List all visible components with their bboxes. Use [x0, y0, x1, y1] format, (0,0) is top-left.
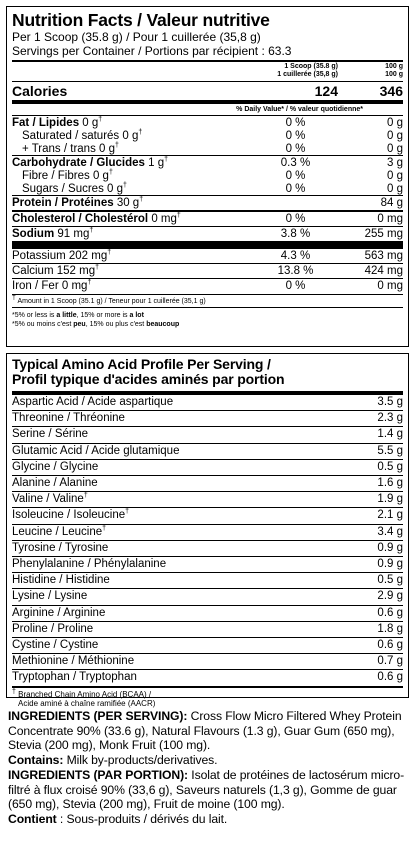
- column-header: [12, 62, 403, 79]
- amino-name: Methionine / Méthionine: [12, 655, 135, 668]
- nutrient-daily-value: 0 %: [285, 142, 306, 155]
- amino-row: [12, 557, 403, 572]
- column-100g-fr: 100 g: [385, 71, 403, 78]
- amino-value: 0.6 g: [377, 671, 403, 684]
- amino-value: 1.6 g: [377, 477, 403, 490]
- nutrient-label: Cholesterol / Cholestérol 0 mg†: [12, 212, 181, 225]
- amino-value: 5.5 g: [377, 444, 403, 457]
- contains-fr-text: : Sous-produits / dérivés du lait.: [56, 811, 228, 826]
- amino-row: [12, 573, 403, 588]
- nutrient-per-100g: 255 mg: [364, 228, 403, 240]
- nutrient-row: [12, 116, 403, 130]
- nutrient-row: [12, 130, 403, 143]
- column-serving-en: 1 Scoop (35.8 g): [284, 63, 338, 70]
- amino-value: 0.9 g: [377, 541, 403, 554]
- amino-row: [12, 395, 403, 410]
- nutrition-facts-panel: [6, 6, 409, 347]
- amino-name: Glycine / Glycine: [12, 460, 99, 473]
- amino-value: 3.4 g: [377, 525, 403, 538]
- amino-name: Phenylalanine / Phénylalanine: [12, 558, 167, 571]
- amino-name: Valine / Valine†: [12, 492, 88, 506]
- amino-value: 1.4 g: [377, 428, 403, 441]
- amino-name: Glutamic Acid / Acide glutamique: [12, 444, 180, 457]
- nutrient-daily-value: 3.8 %: [280, 228, 311, 240]
- calories-row: [12, 82, 403, 100]
- amino-value: 2.9 g: [377, 590, 403, 603]
- footnote-fr: *5% ou moins c'est peu, 15% ou plus c'est beaucoup: [12, 321, 180, 328]
- amino-name: Tyrosine / Tyrosine: [12, 541, 109, 554]
- nutrient-row: [12, 227, 403, 241]
- nutrient-label: Potassium 202 mg†: [12, 249, 112, 262]
- amino-value: 2.1 g: [377, 509, 403, 522]
- servings-per-container: Servings per Container / Portions par récipient : 63.3: [12, 44, 292, 58]
- nutrient-label: Carbohydrate / Glucides 1 g†: [12, 156, 169, 169]
- amino-value: 0.6 g: [377, 606, 403, 619]
- nutrient-daily-value: 4.3 %: [280, 250, 311, 262]
- amino-row: [12, 427, 403, 442]
- nutrient-label: + Trans / trans 0 g†: [22, 141, 119, 155]
- nutrient-daily-value: 0 %: [285, 213, 306, 225]
- nutrient-per-100g: 563 mg: [364, 250, 403, 262]
- nutrient-per-100g: 0 g: [387, 170, 403, 182]
- column-serving-fr: 1 cuillerée (35,8 g): [277, 71, 338, 78]
- contains-en-label: Contains:: [8, 752, 64, 767]
- footnote-amount: † Amount in 1 Scoop (35.1 g) / Teneur pour 1 cuillerée (35,1 g): [12, 294, 206, 305]
- nutrient-row: [12, 143, 403, 156]
- ingredients-fr-label: INGREDIENTS (PAR PORTION):: [8, 768, 188, 782]
- amino-title: Typical Amino Acid Profile Per Serving / Profil typique d'acides aminés par portion: [12, 356, 285, 387]
- nutrient-label: Fibre / Fibres 0 g†: [22, 169, 113, 182]
- nutrient-row: [12, 196, 403, 210]
- amino-row: [12, 638, 403, 653]
- amino-name: Lysine / Lysine: [12, 590, 88, 603]
- contains-fr-label: Contient: [8, 811, 57, 826]
- ingredients-en: [8, 709, 410, 767]
- nutrient-daily-value: 0 %: [285, 182, 306, 195]
- amino-name: Histidine / Histidine: [12, 574, 110, 587]
- nutrient-row: [12, 264, 403, 278]
- amino-value: 1.8 g: [377, 622, 403, 635]
- amino-name: Isoleucine / Isoleucine†: [12, 508, 130, 522]
- amino-row: [12, 411, 403, 426]
- amino-name: Leucine / Leucine†: [12, 524, 107, 538]
- column-100g-en: 100 g: [385, 63, 403, 70]
- nutrient-daily-value: 0 %: [285, 117, 306, 129]
- nutrient-label: Iron / Fer 0 mg†: [12, 279, 92, 292]
- amino-row: [12, 670, 403, 685]
- nutrient-per-100g: 0 g: [387, 130, 403, 142]
- amino-name: Aspartic Acid / Acide aspartique: [12, 396, 174, 408]
- amino-value: 2.3 g: [377, 412, 403, 425]
- amino-value: 0.9 g: [377, 558, 403, 571]
- amino-acid-panel: [6, 353, 409, 708]
- amino-row: [12, 492, 403, 507]
- serving-size: Per 1 Scoop (35.8 g) / Pour 1 cuillerée (35,8 g): [12, 30, 261, 44]
- amino-row: [12, 606, 403, 621]
- nutrient-row: [12, 279, 403, 293]
- amino-value: 1.9 g: [377, 493, 403, 506]
- amino-value: 0.5 g: [377, 460, 403, 473]
- ingredients-fr-text: Isolat de protéines de lactosérum micro-filtré à flux croisé 90% (33,6 g), Saveurs naturels (1,3 g), Gomme de guar (650 mg), Stevia (200 mg), Fruit de moine (100 mg).: [8, 768, 405, 812]
- amino-row: [12, 508, 403, 523]
- nutrient-label: Sodium 91 mg†: [12, 227, 94, 240]
- amino-rows: [12, 395, 403, 686]
- amino-value: 0.6 g: [377, 639, 403, 652]
- amino-row: [12, 525, 403, 540]
- nutrient-label: Sugars / Sucres 0 g†: [22, 181, 127, 195]
- nutrient-label: Saturated / saturés 0 g†: [22, 129, 143, 142]
- nutrient-per-100g: 424 mg: [364, 265, 403, 277]
- ingredients-en-label: INGREDIENTS (PER SERVING):: [8, 709, 188, 723]
- amino-value: 3.5 g: [377, 396, 403, 408]
- nutrient-per-100g: 0 mg: [377, 280, 403, 292]
- footnote-daily-value: [12, 308, 403, 329]
- nutrition-title: Nutrition Facts / Valeur nutritive: [12, 10, 270, 30]
- nutrient-daily-value: 0 %: [285, 280, 306, 292]
- calories-100g: 346: [379, 83, 403, 99]
- amino-name: Alanine / Alanine: [12, 477, 98, 490]
- amino-value: 0.5 g: [377, 574, 403, 587]
- ingredients-en-text: Cross Flow Micro Filtered Whey Protein Concentrate 90% (33.6 g), Natural Flavours (1.3 g), Guar Gum (650 mg), Stevia (200 mg), Monk Fruit (100 mg).: [8, 709, 402, 753]
- daily-value-header: % Daily Value* / % valeur quotidienne*: [236, 106, 363, 113]
- amino-row: [12, 589, 403, 604]
- nutrient-per-100g: 0 g: [387, 117, 403, 129]
- amino-row: [12, 444, 403, 459]
- amino-name: Proline / Proline: [12, 622, 94, 635]
- calories-label: Calories: [12, 83, 68, 99]
- amino-row: [12, 476, 403, 491]
- amino-value: 0.7 g: [377, 655, 403, 668]
- amino-row: [12, 460, 403, 475]
- amino-row: [12, 541, 403, 556]
- nutrient-row: [12, 212, 403, 226]
- nutrient-rows: [12, 115, 403, 293]
- nutrient-daily-value: 0.3 %: [280, 157, 311, 169]
- nutrient-label: Protein / Protéines 30 g†: [12, 196, 144, 209]
- nutrient-label: Fat / Lipides 0 g†: [12, 116, 103, 129]
- amino-name: Tryptophan / Tryptophan: [12, 671, 137, 684]
- calories-serving: 124: [314, 83, 338, 99]
- amino-name: Arginine / Arginine: [12, 606, 106, 619]
- amino-row: [12, 622, 403, 637]
- amino-name: Cystine / Cystine: [12, 639, 99, 652]
- nutrient-daily-value: 0 %: [285, 170, 306, 182]
- footnote-en: *5% or less is a little, 15% or more is a lot: [12, 312, 144, 319]
- nutrient-per-100g: 0 g: [387, 142, 403, 155]
- amino-name: Threonine / Thréonine: [12, 412, 125, 425]
- ingredients-fr: [8, 768, 410, 826]
- nutrient-row: [12, 156, 403, 170]
- nutrient-daily-value: 0 %: [285, 130, 306, 142]
- nutrient-daily-value: 13.8 %: [277, 265, 314, 277]
- contains-en-text: Milk by-products/derivatives.: [63, 752, 218, 767]
- nutrient-label: Calcium 152 mg†: [12, 264, 100, 277]
- amino-row: [12, 654, 403, 669]
- amino-name: Serine / Sérine: [12, 428, 89, 441]
- nutrient-per-100g: 84 g: [380, 197, 403, 209]
- nutrient-row: [12, 249, 403, 263]
- nutrient-per-100g: 0 mg: [377, 213, 403, 225]
- nutrient-row: [12, 183, 403, 196]
- nutrient-per-100g: 0 g: [387, 182, 403, 195]
- nutrient-per-100g: 3 g: [387, 157, 403, 169]
- nutrient-row: [12, 170, 403, 183]
- amino-footnote: † Branched Chain Amino Acid (BCAA) / Acide aminé à chaîne ramifiée (AACR): [12, 688, 156, 708]
